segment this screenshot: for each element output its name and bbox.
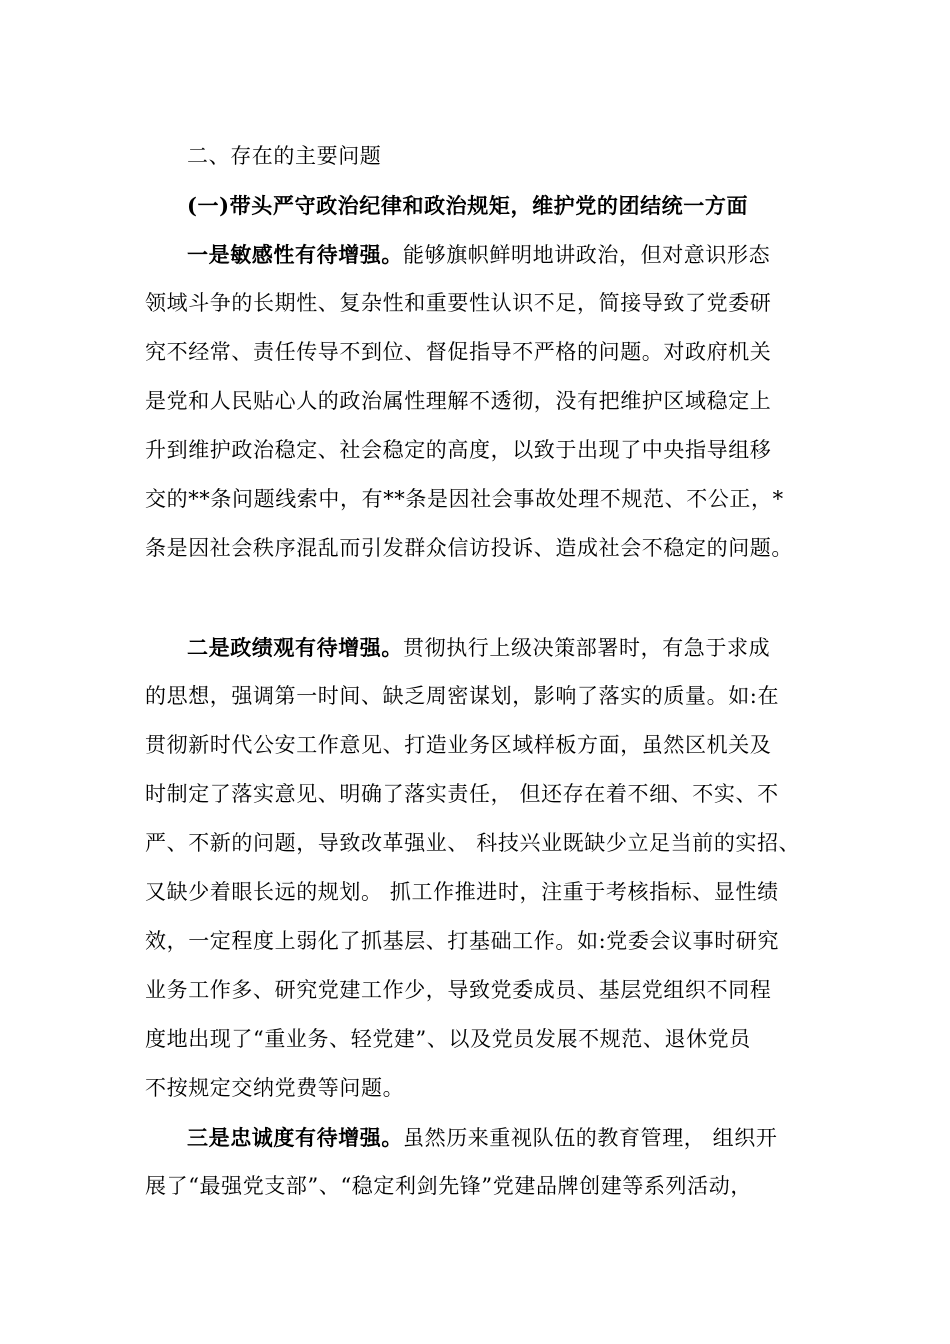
paragraph-line: 是党和人民贴心人的政治属性理解不透彻，没有把维护区域稳定上 (145, 389, 772, 413)
paragraph-1 (145, 230, 817, 573)
paragraph-text: 虽然历来重视队伍的教育管理， 组织开 (403, 1126, 778, 1150)
paragraph-lead: 一是敏感性有待增强。 (187, 242, 403, 267)
paragraph-line (145, 623, 817, 672)
document-page (145, 132, 817, 1211)
paragraph-line: 不按规定交纳党费等问题。 (145, 1076, 405, 1100)
paragraph-line: 交的**条问题线索中，有**条是因社会事故处理不规范、不公正，* (145, 487, 784, 511)
paragraph-line: 度地出现了“重业务、轻党建”、以及党员发展不规范、退休党员 (145, 1027, 751, 1051)
paragraph-3 (145, 1113, 817, 1211)
paragraph-lead: 三是忠诚度有待增强。 (187, 1125, 403, 1150)
paragraph-line: 效，一定程度上弱化了抓基层、打基础工作。如:党委会议事时研究 (145, 929, 780, 953)
paragraph-gap (145, 573, 817, 623)
paragraph-line: 究不经常、责任传导不到位、督促指导不严格的问题。对政府机关 (145, 340, 772, 364)
paragraph-line: 条是因社会秩序混乱而引发群众信访投诉、造成社会不稳定的问题。 (145, 536, 793, 560)
paragraph-line: 时制定了落实意见、明确了落实责任， 但还存在着不细、不实、不 (145, 782, 779, 806)
paragraph-line (145, 230, 817, 279)
paragraph-2 (145, 623, 817, 1113)
paragraph-line: 又缺少着眼长远的规划。 抓工作推进时，注重于考核指标、显性绩 (145, 880, 779, 904)
section-heading: 二、存在的主要问题 (187, 144, 382, 168)
paragraph-line: 贯彻新时代公安工作意见、打造业务区域样板方面，虽然区机关及 (145, 733, 772, 757)
paragraph-line: 升到维护政治稳定、社会稳定的高度，以致于出现了中央指导组移 (145, 438, 772, 462)
paragraph-lead: 二是政绩观有待增强。 (187, 635, 403, 660)
paragraph-line: 业务工作多、研究党建工作少，导致党委成员、基层党组织不同程 (145, 978, 772, 1002)
paragraph-line (145, 1113, 817, 1162)
paragraph-text: 能够旗帜鲜明地讲政治，但对意识形态 (403, 243, 771, 267)
paragraph-line: 展了“最强党支部”、“稳定利剑先锋”党建品牌创建等系列活动， (145, 1174, 752, 1198)
paragraph-line: 严、不新的问题，导致改革强业、 科技兴业既缺少立足当前的实招、 (145, 831, 801, 855)
paragraph-line: 的思想，强调第一时间、缺乏周密谋划，影响了落实的质量。如:在 (145, 684, 780, 708)
paragraph-text: 贯彻执行上级决策部署时，有急于求成 (403, 636, 771, 660)
subsection-heading: (一)带头严守政治纪律和政治规矩，维护党的团结统一方面 (187, 193, 749, 218)
paragraph-line: 领域斗争的长期性、复杂性和重要性认识不足，简接导致了党委研 (145, 291, 772, 315)
